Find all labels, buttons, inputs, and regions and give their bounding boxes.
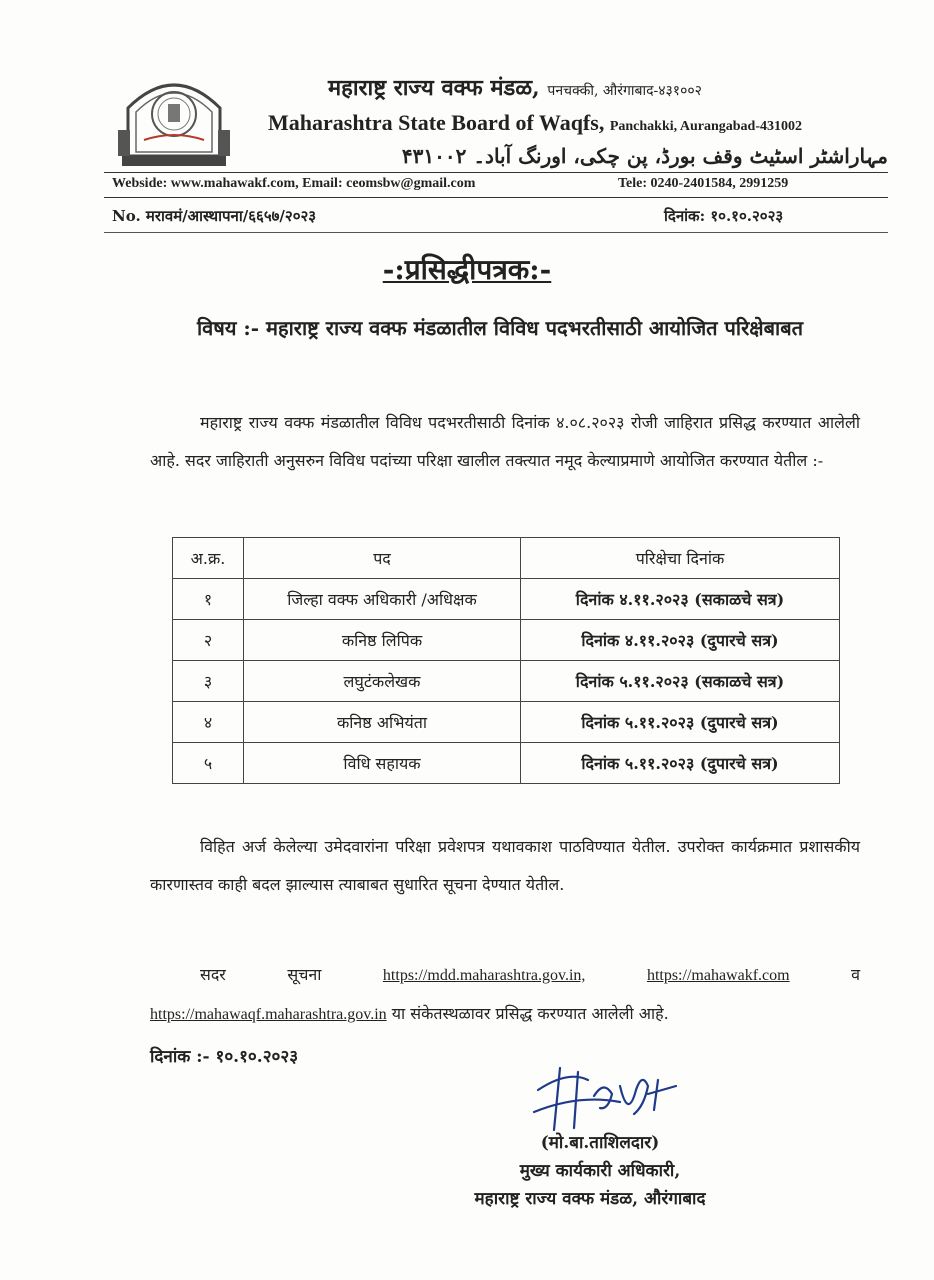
board-name-english: Maharashtra State Board of Waqfs, Panchakki, Aurangabad-431002	[268, 110, 802, 135]
post-cell: कनिष्ठ लिपिक	[244, 620, 521, 661]
serial-cell: ५	[173, 743, 244, 784]
table-row	[173, 743, 840, 784]
website-email-line: Webside: www.mahawakf.com, Email: ceomsbw@gmail.com	[112, 176, 476, 191]
exam-date-cell: दिनांक ५.११.२०२३ (सकाळचे सत्र)	[521, 661, 840, 702]
exam-date-cell: दिनांक ५.११.२०२३ (दुपारचे सत्र)	[521, 743, 840, 784]
header-divider	[104, 172, 888, 173]
header-divider	[104, 197, 888, 198]
document-title: -:प्रसिद्धीपत्रक:-	[382, 253, 552, 286]
header-divider	[104, 232, 888, 233]
post-cell: जिल्हा वक्फ अधिकारी /अधिक्षक	[244, 579, 521, 620]
exam-date-cell: दिनांक ५.११.२०२३ (दुपारचे सत्र)	[521, 702, 840, 743]
publication-paragraph: सदर सूचना https://mdd.maharashtra.gov.in, https://mahawakf.com व https://mahawaqf.maharashtra.gov.in या संकेतस्थळावर प्रसिद्ध करण्यात आलेली आहे.	[150, 965, 861, 1023]
website-link[interactable]: https://mahawakf.com	[646, 967, 790, 984]
website-link[interactable]: https://mahawaqf.maharashtra.gov.in	[150, 1006, 387, 1023]
subject-line: विषय :- महाराष्ट्र राज्य वक्फ मंडळातील विविध पदभरतीसाठी आयोजित परिक्षेबाबत	[196, 316, 804, 340]
signatory-office: महाराष्ट्र राज्य वक्फ मंडळ, औरंगाबाद	[474, 1189, 706, 1209]
serial-cell: ४	[173, 702, 244, 743]
post-cell: विधि सहायक	[244, 743, 521, 784]
board-name-urdu: مہاراشٹر اسٹیٹ وقف بورڈ، پن چکی، اورنگ آباد۔ ۴۳۱۰۰۲	[401, 144, 888, 168]
post-cell: कनिष्ठ अभियंता	[244, 702, 521, 743]
signatory-designation: मुख्य कार्यकारी अधिकारी,	[519, 1161, 681, 1181]
table-row	[173, 579, 840, 620]
reference-number: No. मरावमं/आस्थापना/६६५७/२०२३	[112, 207, 317, 225]
handwritten-signature	[508, 1050, 688, 1140]
reference-date: दिनांक: १०.१०.२०२३	[664, 207, 784, 225]
board-name-marathi: महाराष्ट्र राज्य वक्फ मंडळ, पनचक्की, औरंगाबाद-४३१००२	[328, 75, 702, 101]
exam-date-cell: दिनांक ४.११.२०२३ (सकाळचे सत्र)	[521, 579, 840, 620]
intro-paragraph: महाराष्ट्र राज्य वक्फ मंडळातील विविध पदभरतीसाठी दिनांक ४.०८.२०२३ रोजी जाहिरात प्रसिद्ध करण्यात आलेली आहे. सदर जाहिराती अनुसरुन विविध पदांच्या परिक्षा खालील तक्त्यात नमूद केल्याप्रमाणे आयोजित करण्यात येतील :-	[150, 413, 860, 470]
website-link[interactable]: https://mdd.maharashtra.gov.in,	[382, 967, 586, 984]
exam-date-cell: दिनांक ४.११.२०२३ (दुपारचे सत्र)	[521, 620, 840, 661]
table-row	[173, 620, 840, 661]
footer-date: दिनांक :- १०.१०.२०२३	[150, 1047, 299, 1067]
board-emblem-logo	[108, 68, 240, 168]
table-row	[173, 702, 840, 743]
post-cell: लघुटंकलेखक	[244, 661, 521, 702]
column-header: पद	[244, 538, 521, 579]
table-row	[173, 661, 840, 702]
telephone-line: Tele: 0240-2401584, 2991259	[618, 176, 789, 191]
exam-schedule-table	[172, 537, 840, 784]
admit-card-paragraph: विहित अर्ज केलेल्या उमेदवारांना परिक्षा प्रवेशपत्र यथावकाश पाठविण्यात येतील. उपरोक्त कार्यक्रमात प्रशासकीय कारणास्तव काही बदल झाल्यास त्याबाबत सुधारित सूचना देण्यात येतील.	[150, 837, 860, 894]
serial-cell: १	[173, 579, 244, 620]
serial-cell: २	[173, 620, 244, 661]
column-header: परिक्षेचा दिनांक	[521, 538, 840, 579]
column-header: अ.क्र.	[173, 538, 244, 579]
signatory-name: (मो.बा.ताशिलदार)	[540, 1133, 660, 1153]
serial-cell: ३	[173, 661, 244, 702]
table-header-row	[173, 538, 840, 579]
